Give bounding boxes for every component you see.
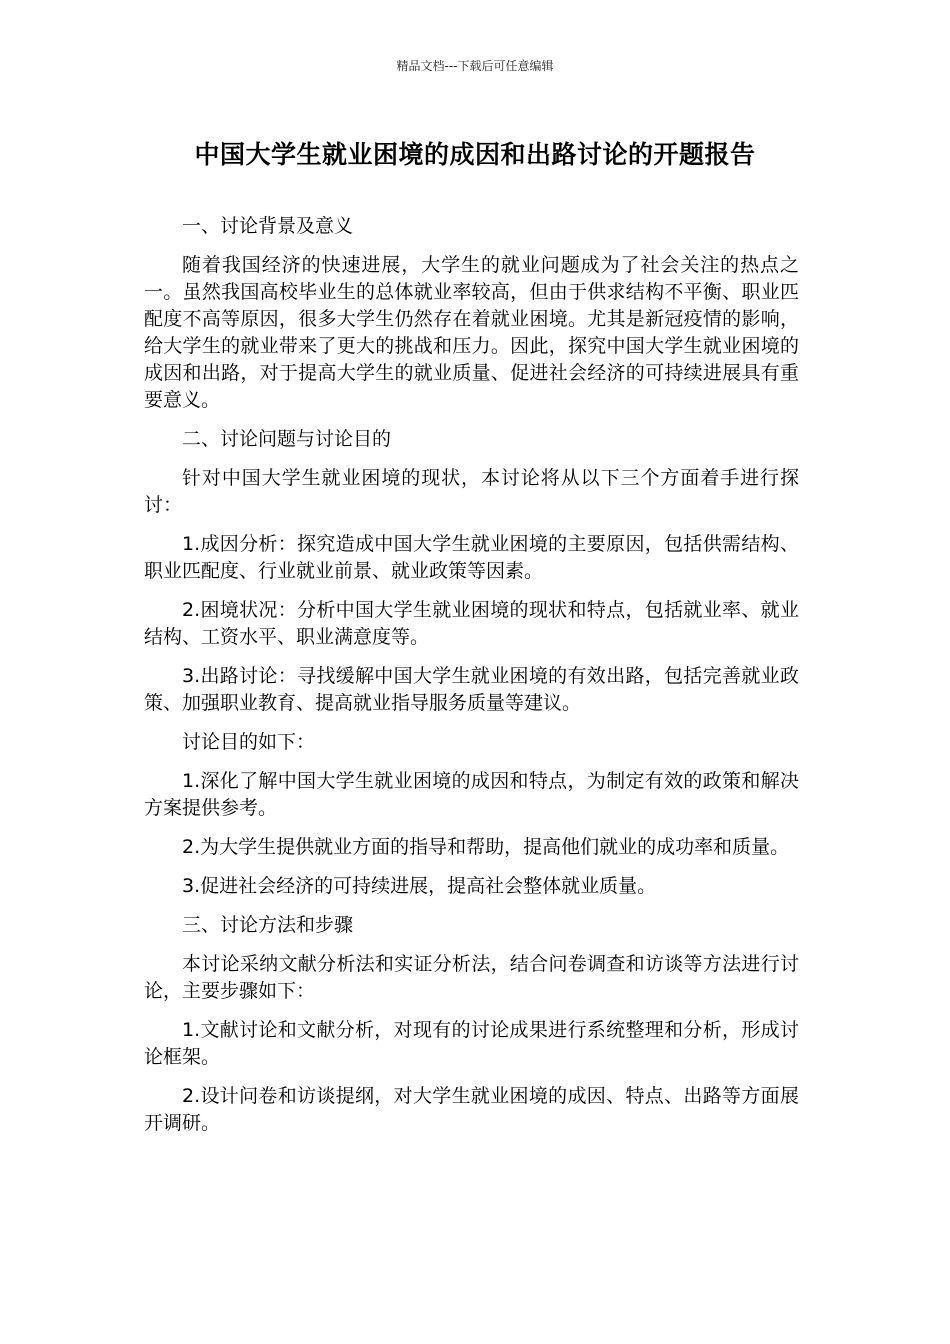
header-note: 精品文档---下载后可任意编辑 xyxy=(396,59,554,73)
section-heading-questions: 二、讨论问题与讨论目的 xyxy=(182,428,392,450)
list-item-situation: 2.困境状况：分析中国大学生就业困境的现状和特点，包括就业率、就业结构、工资水平、职业满意度等。 xyxy=(144,599,799,648)
list-item-step-2: 2.设计问卷和访谈提纲，对大学生就业困境的成因、特点、出路等方面展开调研。 xyxy=(144,1085,799,1134)
document-title: 中国大学生就业困境的成因和出路讨论的开题报告 xyxy=(194,140,756,169)
paragraph-background: 随着我国经济的快速进展，大学生的就业问题成为了社会关注的热点之一。虽然我国高校毕业生的总体就业率较高，但由于供求结构不平衡、职业匹配度不高等原因，很多大学生仍然存在着就业困境。尤其是新冠疫情的影响，给大学生的就业带来了更大的挑战和压力。因此，探究中国大学生就业困境的成因和出路，对于提高大学生的就业质量、促进社会经济的可持续进展具有重要意义。 xyxy=(144,254,799,411)
section-heading-background: 一、讨论背景及意义 xyxy=(182,215,354,237)
list-item-purpose-2: 2.为大学生提供就业方面的指导和帮助，提高他们就业的成功率和质量。 xyxy=(182,836,790,858)
list-item-solutions: 3.出路讨论：寻找缓解中国大学生就业困境的有效出路，包括完善就业政策、加强职业教育、提高就业指导服务质量等建议。 xyxy=(144,665,799,714)
list-item-purpose-1: 1.深化了解中国大学生就业困境的成因和特点，为制定有效的政策和解决方案提供参考。 xyxy=(144,770,799,819)
section-heading-methods: 三、讨论方法和步骤 xyxy=(182,914,354,936)
paragraph-purpose-intro: 讨论目的如下： xyxy=(182,731,316,753)
list-item-step-1: 1.文献讨论和文献分析，对现有的讨论成果进行系统整理和分析，形成讨论框架。 xyxy=(144,1019,799,1068)
list-item-purpose-3: 3.促进社会经济的可持续进展，提高社会整体就业质量。 xyxy=(182,875,657,897)
paragraph-questions-intro: 针对中国大学生就业困境的现状，本讨论将从以下三个方面着手进行探讨： xyxy=(144,467,799,516)
document-body xyxy=(144,213,799,1149)
paragraph-methods-intro: 本讨论采纳文献分析法和实证分析法，结合问卷调查和访谈等方法进行讨论，主要步骤如下： xyxy=(144,953,799,1002)
list-item-cause-analysis: 1.成因分析：探究造成中国大学生就业困境的主要原因，包括供需结构、职业匹配度、行业就业前景、就业政策等因素。 xyxy=(144,533,799,582)
